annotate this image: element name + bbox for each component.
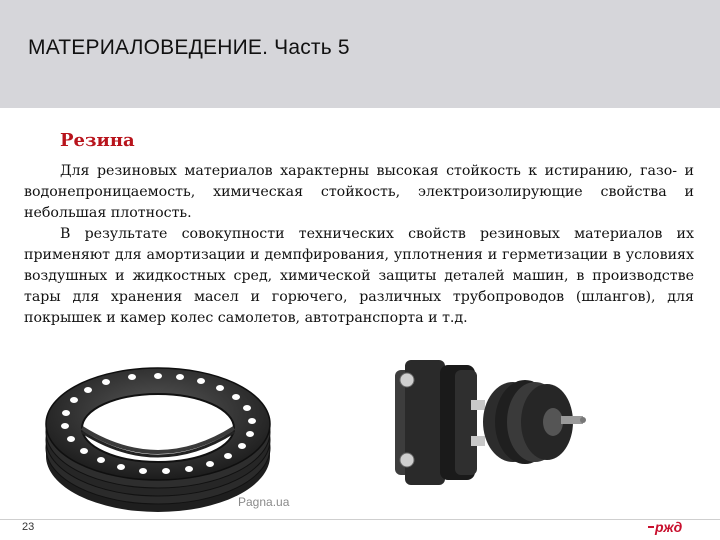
page-number: 23 [22, 521, 35, 533]
section-title: Резина [60, 130, 135, 151]
slide-title: МАТЕРИАЛОВЕДЕНИЕ. Часть 5 [28, 36, 350, 59]
footer-divider [0, 519, 720, 520]
body-text [24, 161, 694, 329]
slide-header [0, 0, 720, 108]
image-watermark: Pagna.ua [238, 495, 290, 509]
paragraph-2: В результате совокупности технических свойств резиновых материалов их применяют для амортизации и демпфирования, уплотнения и герметизации в условиях воздушных и жидкостных сред, химической защиты деталей машин, в производстве тары для хранения масел и горючего, различных трубопроводов (шлангов), для покрышек и камер колес самолетов, автотранспорта и т.д. [24, 226, 694, 326]
rubber-ring-image [38, 348, 278, 518]
rzd-logo-icon [646, 517, 698, 537]
paragraph-1: Для резиновых материалов характерны высокая стойкость к истиранию, газо- и водонепроницаемость, химическая стойкость, электроизолирующие свойства и небольшая плотность. [24, 163, 694, 221]
rubber-coupling-image [385, 340, 590, 498]
svg-text:ржд: ржд [655, 519, 683, 535]
